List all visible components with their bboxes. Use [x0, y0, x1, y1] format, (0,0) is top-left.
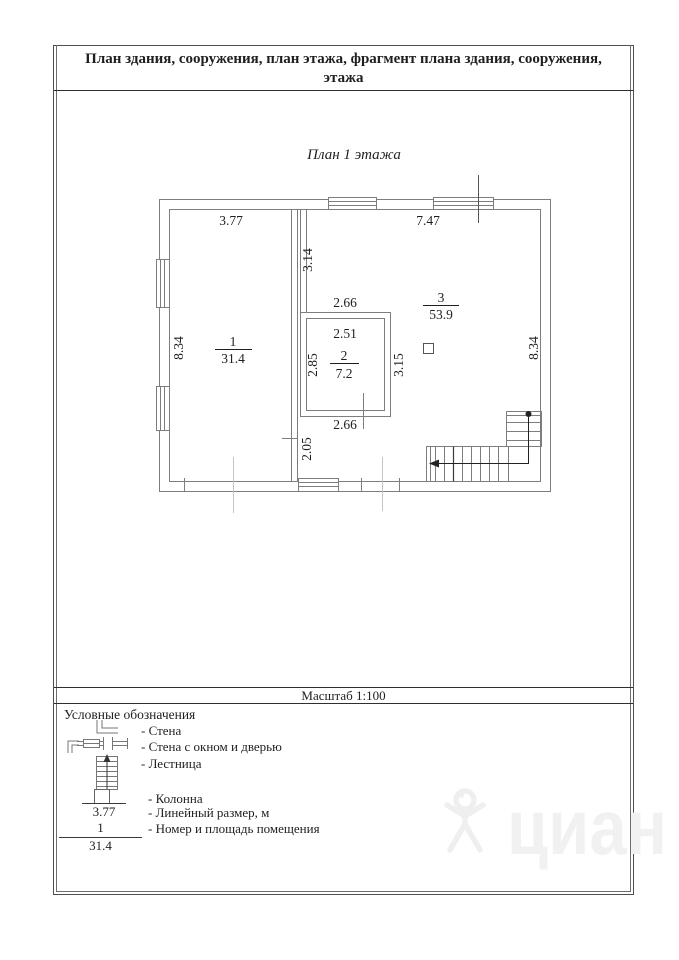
document-page [53, 45, 667, 895]
window-icon [329, 198, 377, 210]
page-title-line1: План здания, сооружения, план этажа, фрагмент плана здания, сооружения, [85, 51, 602, 67]
window-icon [157, 260, 170, 308]
staircase-icon [427, 411, 542, 482]
sample-room-area: 31.4 [89, 838, 112, 853]
legend-item-column: - Колонна [148, 791, 203, 806]
dim-hall-height: 2.05 [299, 437, 314, 461]
window-icon [434, 198, 494, 210]
page-header [54, 46, 633, 91]
window-icon [157, 387, 170, 431]
legend-wall-window-door-icon [67, 736, 129, 754]
legend-item-wall: - Стена [141, 723, 182, 738]
legend-stairs-icon [95, 753, 119, 793]
legend-item-room-number-area: - Номер и площадь помещения [148, 821, 320, 836]
room-label-1 [215, 334, 252, 366]
legend-item-wall-window-door: - Стена с окном и дверью [141, 739, 282, 754]
svg-text:53.9: 53.9 [429, 307, 453, 322]
legend-item-stairs: - Лестница [141, 756, 202, 771]
watermark-text: циан [507, 784, 667, 871]
walls [160, 200, 551, 492]
dim-room2-right-height: 3.15 [391, 353, 406, 377]
svg-text:1: 1 [229, 334, 237, 349]
legend-linear-dimension-sample: 3.77 [82, 803, 126, 820]
svg-text:2: 2 [340, 348, 348, 363]
svg-text:3: 3 [437, 290, 445, 305]
floor-plan-title: План 1 этажа [307, 147, 401, 163]
legend-heading: Условные обозначения [64, 707, 196, 722]
scale-label: Масштаб 1:100 [54, 687, 633, 704]
legend-item-linear-dimension: - Линейный размер, м [148, 805, 270, 820]
dimension-labels [171, 213, 541, 461]
dim-room2-bottom-width: 2.66 [333, 417, 357, 432]
floor-plan-drawing [151, 169, 571, 519]
dim-room3-left-height: 3.14 [300, 248, 315, 272]
dim-room2-outer-width: 2.66 [333, 295, 357, 310]
window-icon [299, 479, 339, 492]
dim-left-wall-height: 8.34 [171, 336, 186, 360]
dim-room2-inner-width: 2.51 [333, 326, 357, 341]
room-label-3 [423, 290, 459, 322]
svg-text:7.2: 7.2 [335, 366, 353, 381]
svg-text:31.4: 31.4 [221, 351, 245, 366]
dim-room2-inner-height: 2.85 [305, 353, 320, 377]
sample-room-number: 1 [97, 820, 104, 835]
column-icon [424, 344, 434, 354]
dim-right-wall-height: 8.34 [526, 336, 541, 360]
legend-room-number-area-sample [59, 820, 142, 854]
watermark [437, 784, 679, 904]
dim-room1-width: 3.77 [219, 213, 243, 228]
page-title-line2: этажа [323, 70, 364, 86]
legend-wall-icon [96, 720, 118, 734]
watermark-person-icon [447, 791, 483, 850]
dim-room3-width: 7.47 [416, 213, 440, 228]
